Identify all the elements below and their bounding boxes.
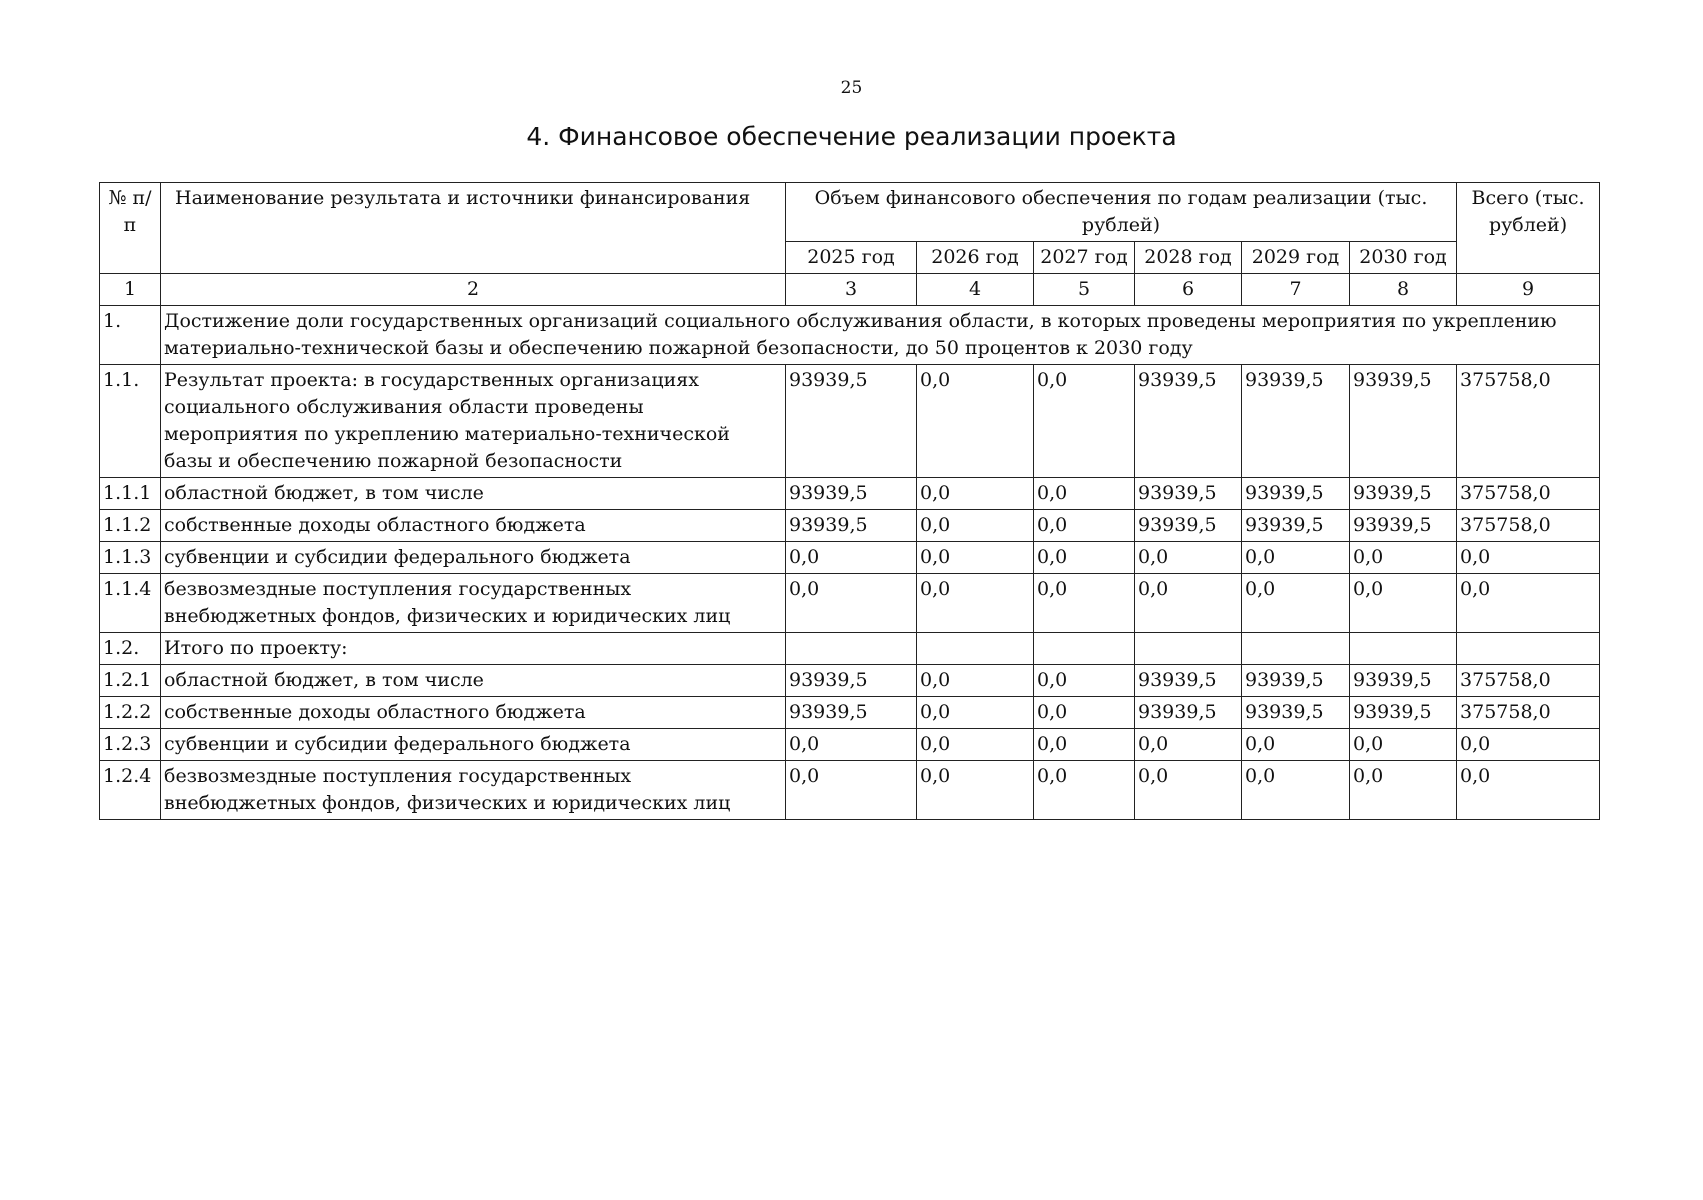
header-year: 2030 год: [1350, 242, 1457, 274]
row-value: 0,0: [1034, 761, 1135, 820]
row-value: 0,0: [917, 761, 1034, 820]
row-value: 0,0: [1034, 697, 1135, 729]
row-num: 1.1.1: [100, 478, 161, 510]
table-row: [100, 697, 1600, 729]
header-row: [100, 183, 1600, 242]
table-row: [100, 761, 1600, 820]
row-value: 0,0: [917, 478, 1034, 510]
row-name: областной бюджет, в том числе: [161, 478, 786, 510]
header-year: 2029 год: [1242, 242, 1350, 274]
row-value: 0,0: [1242, 729, 1350, 761]
table-row: [100, 574, 1600, 633]
row-value: 0,0: [1135, 574, 1242, 633]
row-name: Результат проекта: в государственных организациях социального обслуживания области проведены мероприятия по укреплению материально-технической базы и обеспечению пожарной безопасности: [161, 365, 786, 478]
row-name: субвенции и субсидии федерального бюджета: [161, 729, 786, 761]
row-total: 375758,0: [1457, 510, 1600, 542]
row-value: 0,0: [1034, 365, 1135, 478]
page-number: 25: [840, 78, 863, 98]
row-num: 1.2.4: [100, 761, 161, 820]
row-value: 93939,5: [1135, 365, 1242, 478]
row-value: 0,0: [1135, 729, 1242, 761]
row-value: 93939,5: [1242, 365, 1350, 478]
row-num: 1.2.: [100, 633, 161, 665]
header-year: 2026 год: [917, 242, 1034, 274]
row-total: 375758,0: [1457, 665, 1600, 697]
row-value: 0,0: [1350, 574, 1457, 633]
row-name: областной бюджет, в том числе: [161, 665, 786, 697]
column-number: 3: [786, 274, 917, 306]
column-number: 9: [1457, 274, 1600, 306]
section-num: 1.: [100, 306, 161, 365]
row-value: 93939,5: [1350, 478, 1457, 510]
row-total: 0,0: [1457, 761, 1600, 820]
column-number: 6: [1135, 274, 1242, 306]
section-text: Достижение доли государственных организаций социального обслуживания области, в которых проведены мероприятия по укреплению материально-технической базы и обеспечению пожарной безопасности, до 50 процентов к 2030 году: [161, 306, 1600, 365]
row-value: [786, 633, 917, 665]
section-row: [100, 306, 1600, 365]
row-value: 93939,5: [786, 510, 917, 542]
row-value: 0,0: [1034, 478, 1135, 510]
row-total: 375758,0: [1457, 697, 1600, 729]
row-value: 0,0: [917, 542, 1034, 574]
row-value: 0,0: [917, 665, 1034, 697]
header-name: Наименование результата и источники финансирования: [161, 183, 786, 274]
header-total: Всего (тыс. рублей): [1457, 183, 1600, 274]
row-name: Итого по проекту:: [161, 633, 786, 665]
row-name: безвозмездные поступления государственных внебюджетных фондов, физических и юридических лиц: [161, 761, 786, 820]
row-value: 0,0: [786, 574, 917, 633]
row-value: 93939,5: [1242, 478, 1350, 510]
table-row: [100, 478, 1600, 510]
row-num: 1.2.2: [100, 697, 161, 729]
row-value: 0,0: [1350, 729, 1457, 761]
row-value: 93939,5: [1135, 510, 1242, 542]
column-number: 5: [1034, 274, 1135, 306]
header-volume: Объем финансового обеспечения по годам реализации (тыс. рублей): [786, 183, 1457, 242]
row-total: [1457, 633, 1600, 665]
row-value: 93939,5: [1242, 665, 1350, 697]
row-value: 0,0: [917, 365, 1034, 478]
header-year: 2027 год: [1034, 242, 1135, 274]
row-value: [1135, 633, 1242, 665]
row-value: 93939,5: [1135, 478, 1242, 510]
row-value: 0,0: [1135, 542, 1242, 574]
column-number: 4: [917, 274, 1034, 306]
row-value: 93939,5: [1350, 365, 1457, 478]
row-value: [1242, 633, 1350, 665]
row-value: 0,0: [917, 697, 1034, 729]
row-value: 93939,5: [1135, 697, 1242, 729]
row-total: 0,0: [1457, 542, 1600, 574]
table-row: [100, 542, 1600, 574]
header-num: № п/п: [100, 183, 161, 274]
row-total: 0,0: [1457, 574, 1600, 633]
row-total: 375758,0: [1457, 478, 1600, 510]
row-value: 0,0: [1034, 729, 1135, 761]
row-value: [1034, 633, 1135, 665]
column-numbers-row: [100, 274, 1600, 306]
row-name: собственные доходы областного бюджета: [161, 697, 786, 729]
row-value: 93939,5: [1135, 665, 1242, 697]
table-row: [100, 729, 1600, 761]
row-value: 93939,5: [786, 665, 917, 697]
table-row: [100, 365, 1600, 478]
row-num: 1.2.1: [100, 665, 161, 697]
row-num: 1.1.: [100, 365, 161, 478]
row-value: 0,0: [1034, 574, 1135, 633]
column-number: 2: [161, 274, 786, 306]
row-value: 0,0: [786, 761, 917, 820]
page-title: 4. Финансовое обеспечение реализации проекта: [526, 122, 1177, 151]
row-value: 93939,5: [1242, 697, 1350, 729]
row-value: 0,0: [1034, 542, 1135, 574]
column-number: 7: [1242, 274, 1350, 306]
row-value: [1350, 633, 1457, 665]
financing-table: [99, 182, 1600, 820]
row-value: 93939,5: [786, 697, 917, 729]
table-row: [100, 510, 1600, 542]
table-row: [100, 665, 1600, 697]
row-total: 375758,0: [1457, 365, 1600, 478]
row-total: 0,0: [1457, 729, 1600, 761]
row-value: 93939,5: [1350, 510, 1457, 542]
row-value: 93939,5: [786, 478, 917, 510]
row-name: собственные доходы областного бюджета: [161, 510, 786, 542]
row-value: 0,0: [917, 510, 1034, 542]
row-value: 93939,5: [1242, 510, 1350, 542]
row-value: 0,0: [1034, 665, 1135, 697]
row-num: 1.1.4: [100, 574, 161, 633]
row-value: 0,0: [786, 542, 917, 574]
row-value: 93939,5: [786, 365, 917, 478]
row-value: 0,0: [917, 729, 1034, 761]
row-value: [917, 633, 1034, 665]
column-number: 8: [1350, 274, 1457, 306]
row-value: 93939,5: [1350, 697, 1457, 729]
header-year: 2025 год: [786, 242, 917, 274]
row-value: 0,0: [1135, 761, 1242, 820]
row-num: 1.1.3: [100, 542, 161, 574]
row-value: 0,0: [1242, 542, 1350, 574]
row-value: 0,0: [1242, 761, 1350, 820]
row-value: 0,0: [786, 729, 917, 761]
row-num: 1.1.2: [100, 510, 161, 542]
row-value: 0,0: [1350, 761, 1457, 820]
row-value: 0,0: [917, 574, 1034, 633]
row-num: 1.2.3: [100, 729, 161, 761]
table-row: [100, 633, 1600, 665]
header-year: 2028 год: [1135, 242, 1242, 274]
row-value: 0,0: [1350, 542, 1457, 574]
column-number: 1: [100, 274, 161, 306]
row-value: 93939,5: [1350, 665, 1457, 697]
row-name: безвозмездные поступления государственных внебюджетных фондов, физических и юридических лиц: [161, 574, 786, 633]
row-value: 0,0: [1242, 574, 1350, 633]
row-value: 0,0: [1034, 510, 1135, 542]
row-name: субвенции и субсидии федерального бюджета: [161, 542, 786, 574]
